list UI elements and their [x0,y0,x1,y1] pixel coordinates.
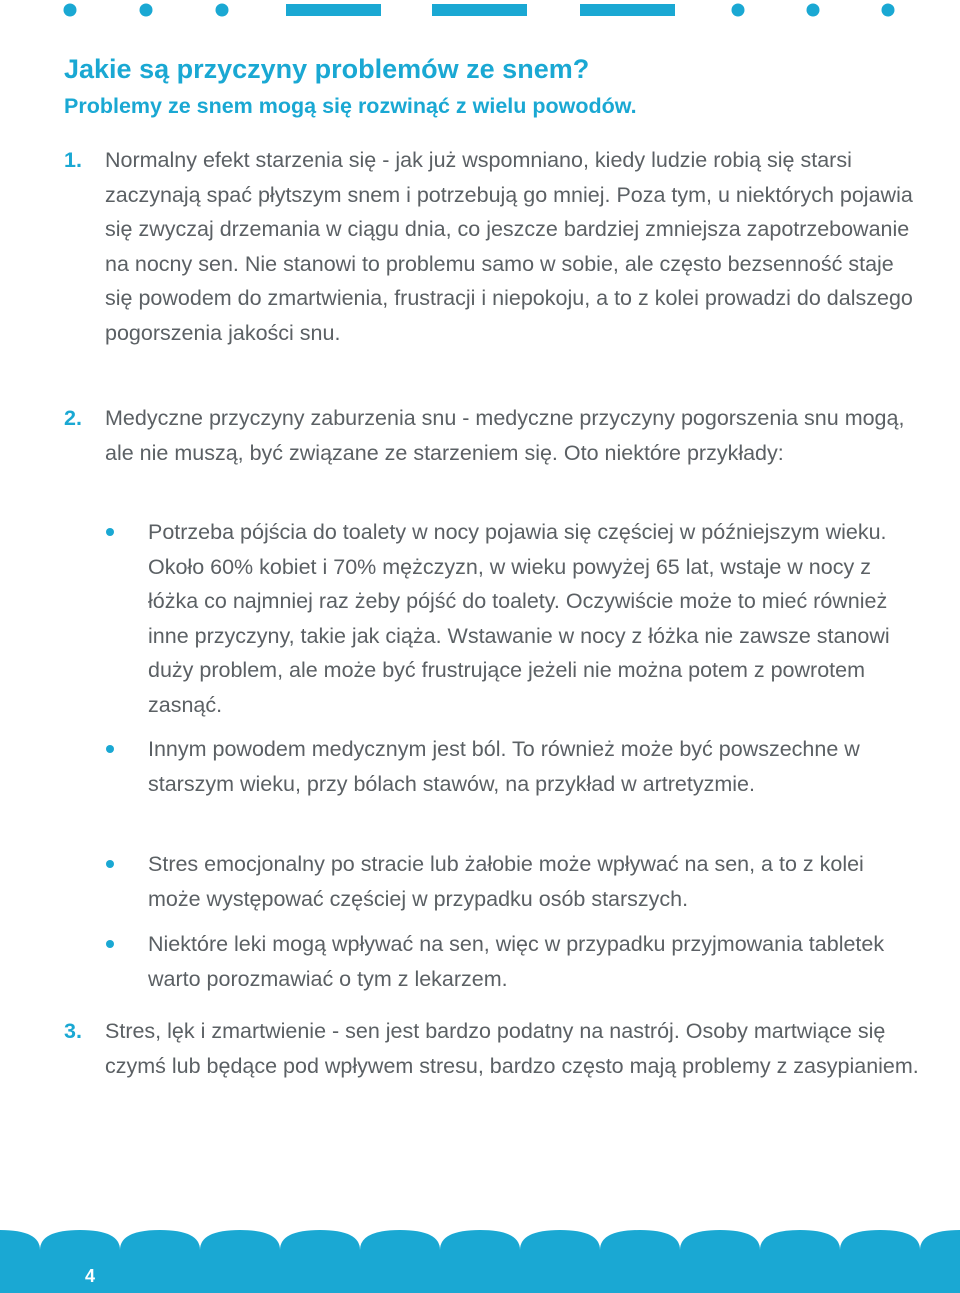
bullet-item-2 [148,732,920,801]
decor-dot [64,4,77,17]
bullet-text: Stres emocjonalny po stracie lub żałobie może wpływać na sen, a to z kolei może występować częściej w przypadku osób starszych. [148,852,864,911]
item-number: 3. [64,1019,82,1043]
bullet-dot [106,940,114,948]
page-number: 4 [85,1266,96,1286]
decor-bar [432,4,527,16]
decor-dot [216,4,229,17]
numbered-item-3 [64,1014,920,1083]
bullet-text: Potrzeba pójścia do toalety w nocy pojawia się częściej w późniejszym wieku. Około 60% kobiet i 70% mężczyzn, w wieku powyżej 65 lat, wstaje w nocy z łóżka co najmniej raz żeby pójść do toalety. Oczywiście może to mieć również inne przyczyny, takie jak ciąża. Wstawanie w nocy z łóżka nie zawsze stanowi duży problem, ale może być frustrujące jeżeli nie można potem z powrotem zasnąć. [148,520,890,717]
bullet-dot [106,860,114,868]
item-text: Stres, lęk i zmartwienie - sen jest bardzo podatny na nastrój. Osoby martwiące się czymś lub będące pod wpływem stresu, bardzo często mają problemy z zasypianiem. [105,1019,919,1078]
numbered-item-2 [64,401,920,470]
numbered-item-1 [64,143,920,350]
decor-dot [732,4,745,17]
item-number: 2. [64,406,82,430]
bottom-wave-decoration [0,1228,960,1293]
top-decoration [0,0,960,24]
bullet-item-3 [148,847,920,916]
decor-dot [140,4,153,17]
wave-shape [0,1230,960,1293]
item-text: Normalny efekt starzenia się - jak już wspomniano, kiedy ludzie robią się starsi zaczynają spać płytszym snem i potrzebują go mniej. Poza tym, u niektórych pojawia się zwyczaj drzemania w ciągu dnia, co jeszcze bardziej zmniejsza zapotrzebowanie na nocny sen. Nie stanowi to problemu samo w sobie, ale często bezsenność staje się powodem do zmartwienia, frustracji i niepokoju, a to z kolei prowadzi do dalszego pogorszenia jakości snu. [105,148,913,345]
bullet-text: Innym powodem medycznym jest ból. To również może być powszechne w starszym wieku, przy bólach stawów, na przykład w artretyzmie. [148,737,860,796]
decor-dot [807,4,820,17]
decor-bar [286,4,381,16]
item-number: 1. [64,148,82,172]
bullet-item-4 [148,927,920,996]
bullet-dot [106,745,114,753]
page-subheading: Problemy ze snem mogą się rozwinąć z wielu powodów. [64,94,637,118]
bullet-item-1 [148,515,920,722]
decor-dot [882,4,895,17]
page-heading: Jakie są przyczyny problemów ze snem? [64,54,590,84]
item-text: Medyczne przyczyny zaburzenia snu - medyczne przyczyny pogorszenia snu mogą, ale nie muszą, być związane ze starzeniem się. Oto niektóre przykłady: [105,406,905,465]
bullet-text: Niektóre leki mogą wpływać na sen, więc w przypadku przyjmowania tabletek warto porozmawiać o tym z lekarzem. [148,932,885,991]
bullet-dot [106,528,114,536]
decor-bar [580,4,675,16]
